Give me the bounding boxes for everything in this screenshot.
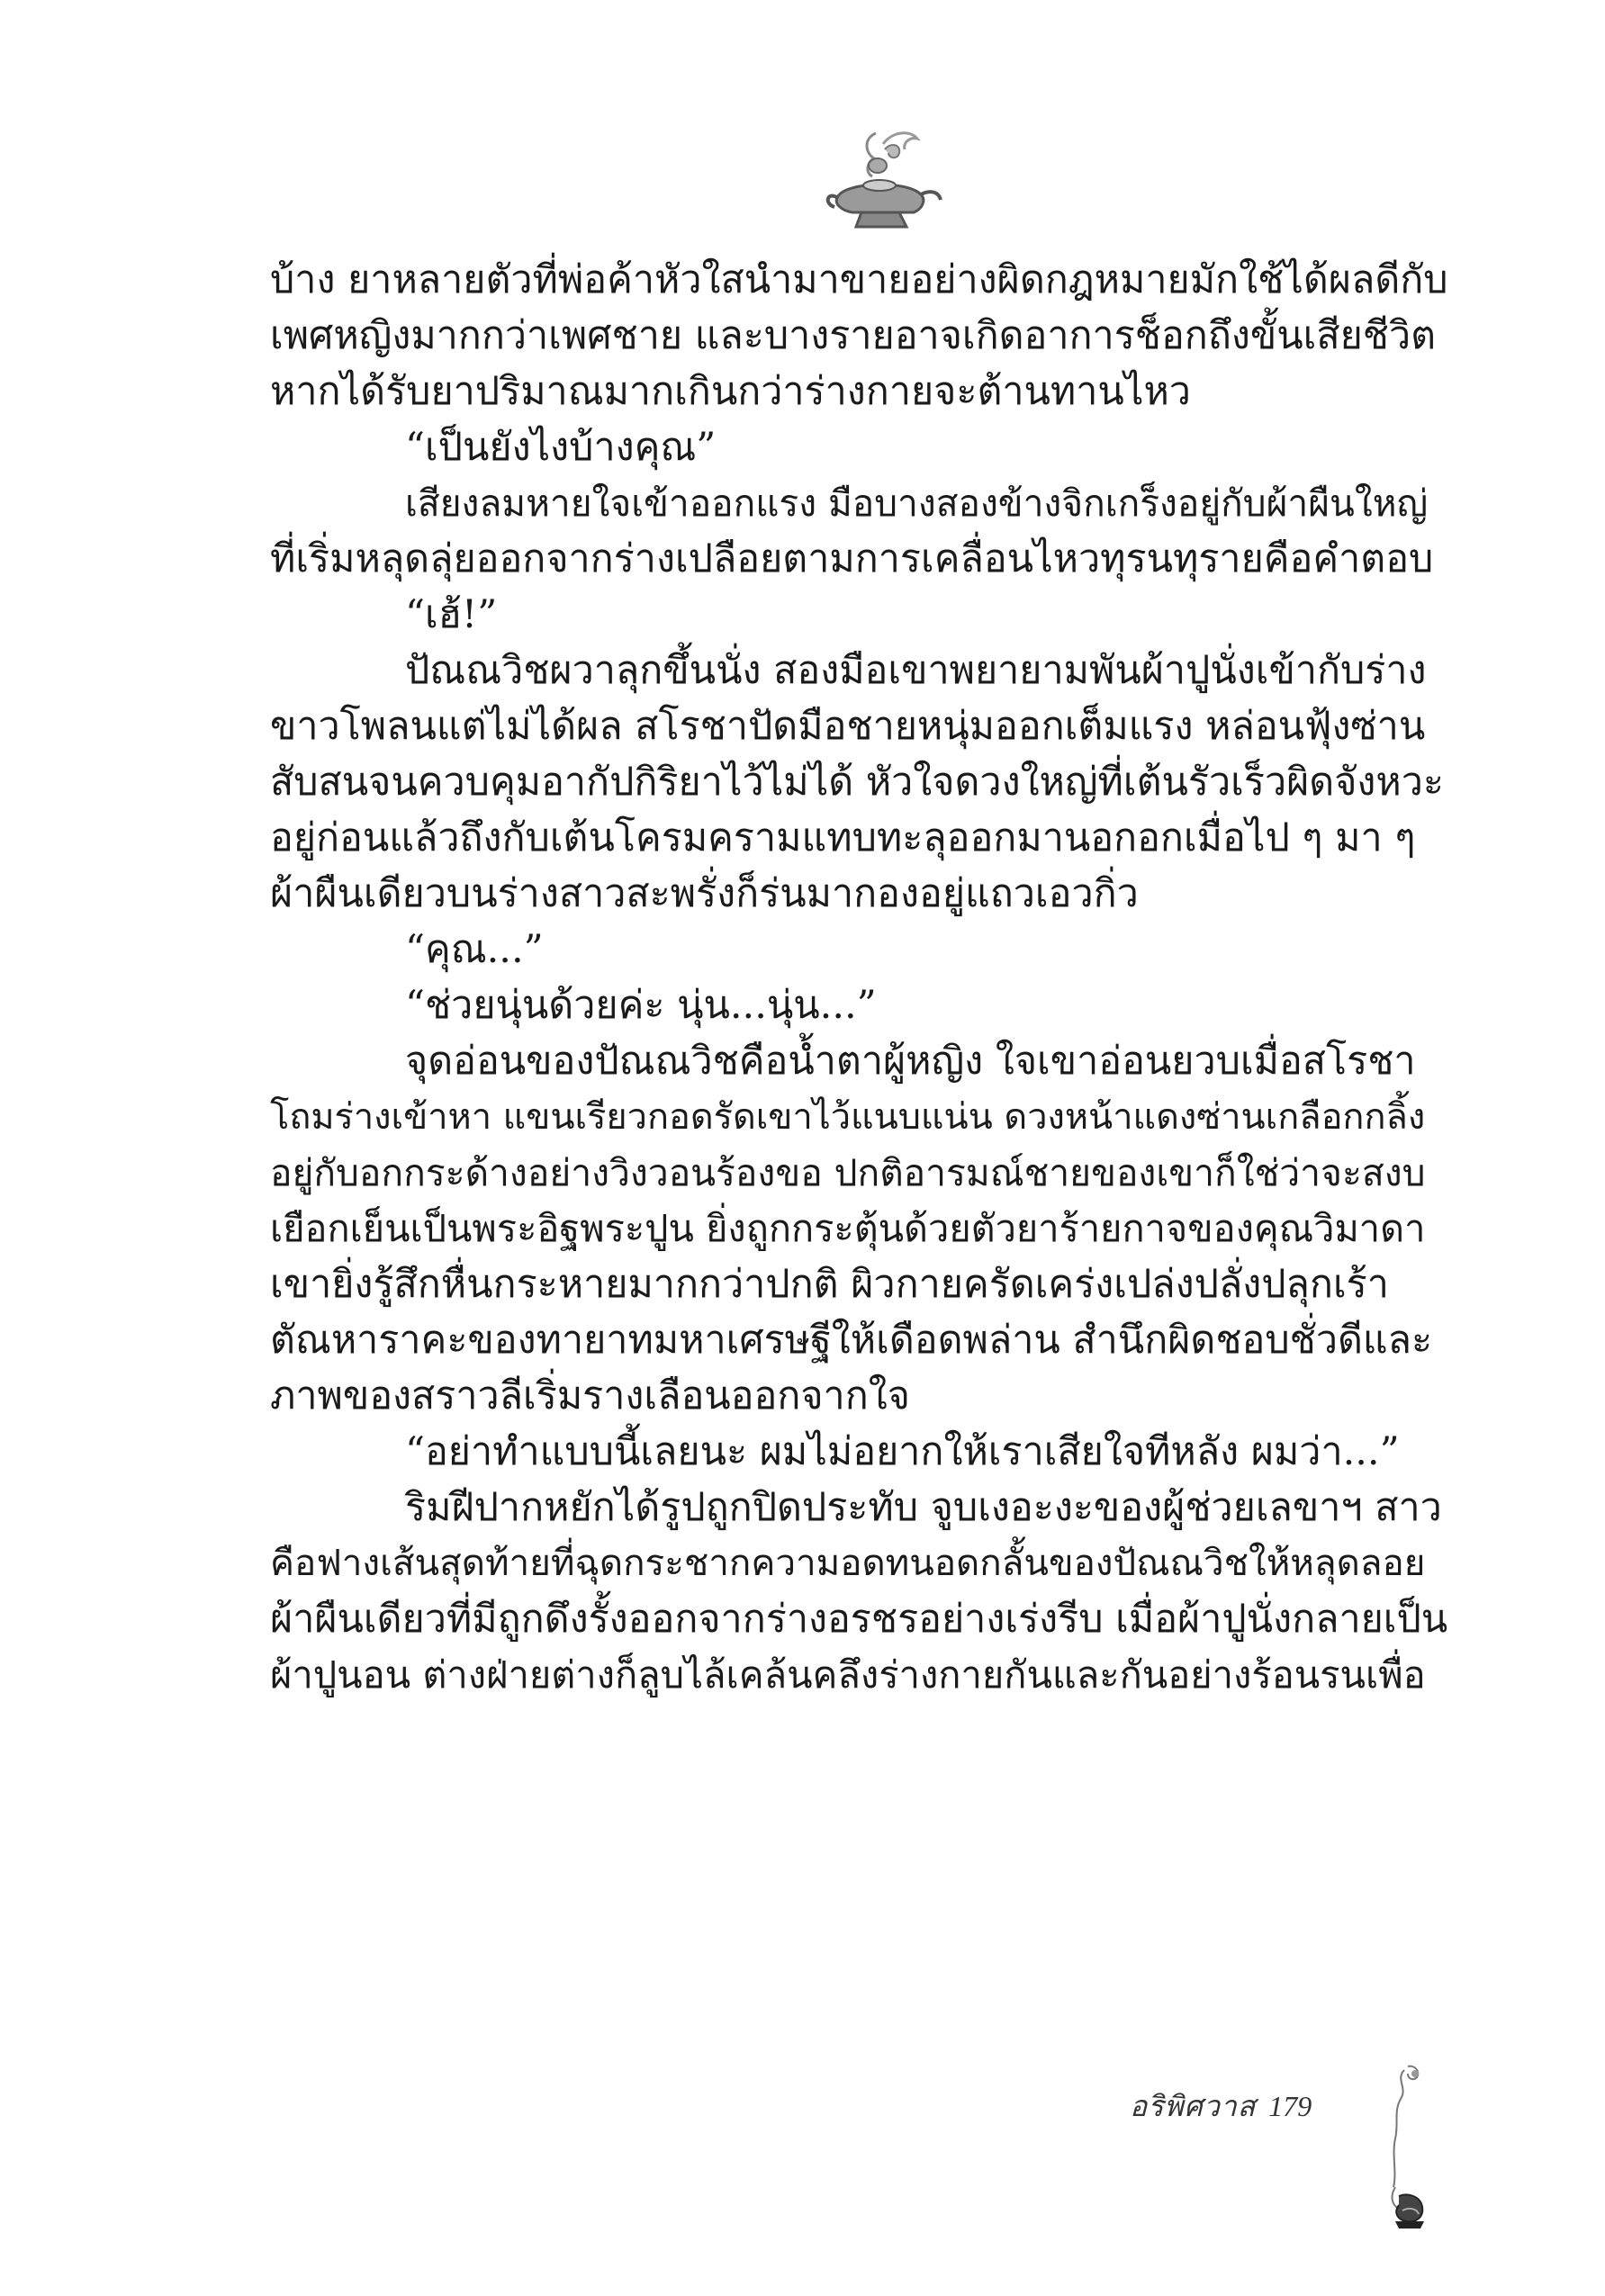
book-title: อริพิศวาส xyxy=(1130,2088,1257,2123)
text-line: หากได้รับยาปริมาณมากเกินกว่าร่างกายจะต้านทานไหว xyxy=(270,369,1191,414)
text-line: เยือกเย็นเป็นพระอิฐพระปูน ยิ่งถูกกระตุ้นด้วยตัวยาร้ายกาจของคุณวิมาดา xyxy=(270,1206,1426,1250)
page-footer xyxy=(1130,2070,1312,2142)
text-line: “อย่าทำแบบนี้เลยนะ ผมไม่อยากให้เราเสียใจทีหลัง ผมว่า...” xyxy=(405,1429,1400,1474)
text-line: “เป็นยังไงบ้างคุณ” xyxy=(405,425,717,470)
body-text xyxy=(270,252,1449,1703)
text-line: ริมฝีปากหยักได้รูปถูกปิดประทับ จูบเงอะงะของผู้ช่วยเลขาฯ สาว xyxy=(405,1485,1442,1530)
text-line: จุดอ่อนของปัณณวิชคือน้ำตาผู้หญิง ใจเขาอ่อนยวบเมื่อสโรชา xyxy=(405,1039,1416,1084)
text-line: ภาพของสราวลีเริ่มรางเลือนออกจากใจ xyxy=(270,1373,910,1418)
text-line: ผ้าปูนอน ต่างฝ่ายต่างก็ลูบไล้เคล้นคลึงร่างกายกันและกันอย่างร้อนรนเพื่อ xyxy=(270,1652,1426,1697)
text-line: สับสนจนควบคุมอากัปกิริยาไว้ไม่ได้ หัวใจดวงใหญ่ที่เต้นรัวเร็วผิดจังหวะ xyxy=(270,760,1444,805)
text-line: อยู่กับอกกระด้างอย่างวิงวอนร้องขอ ปกติอารมณ์ชายของเขาก็ใช่ว่าจะสงบ xyxy=(270,1151,1426,1194)
text-line: “คุณ...” xyxy=(405,927,544,972)
text-line: คือฟางเส้นสุดท้ายที่ฉุดกระชากความอดทนอดกลั้นของปัณณวิชให้หลุดลอย xyxy=(270,1542,1426,1584)
text-line: ผ้าผืนเดียวบนร่างสาวสะพรั่งก็ร่นมากองอยู่แถวเอวกิ่ว xyxy=(270,871,1139,916)
text-line: ผ้าผืนเดียวที่มีถูกดึงรั้งออกจากร่างอรชรอย่างเร่งรีบ เมื่อผ้าปูนั่งกลายเป็น xyxy=(270,1597,1448,1642)
text-line: ปัณณวิชผวาลุกขึ้นนั่ง สองมือเขาพยายามพันผ้าปูนั่งเข้ากับร่าง xyxy=(405,648,1427,693)
text-line: เสียงลมหายใจเข้าออกแรง มือบางสองข้างจิกเกร็งอยู่กับผ้าผืนใหญ่ xyxy=(405,482,1429,525)
genie-lamp-icon xyxy=(820,126,946,239)
text-line: บ้าง ยาหลายตัวที่พ่อค้าหัวใสนำมาขายอย่างผิดกฎหมายมักใช้ได้ผลดีกับ xyxy=(270,257,1448,302)
genie-figure-icon xyxy=(1368,2061,1449,2241)
text-line: เพศหญิงมากกว่าเพศชาย และบางรายอาจเกิดอาการช็อกถึงขั้นเสียชีวิต xyxy=(270,313,1437,358)
text-line: “ช่วยนุ่นด้วยค่ะ นุ่น...นุ่น...” xyxy=(405,983,877,1028)
text-line: เขายิ่งรู้สึกหื่นกระหายมากกว่าปกติ ผิวกายครัดเคร่งเปล่งปลั่งปลุกเร้า xyxy=(270,1262,1389,1307)
text-line: ที่เริ่มหลุดลุ่ยออกจากร่างเปลือยตามการเคลื่อนไหวทุรนทุรายคือคำตอบ xyxy=(270,536,1434,581)
text-line: ตัณหาราคะของทายาทมหาเศรษฐีให้เดือดพล่าน สำนึกผิดชอบชั่วดีและ xyxy=(270,1318,1433,1363)
text-line: ขาวโพลนแต่ไม่ได้ผล สโรชาปัดมือชายหนุ่มออกเต็มแรง หล่อนฟุ้งซ่าน xyxy=(270,704,1426,749)
text-line: อยู่ก่อนแล้วถึงกับเต้นโครมครามแทบทะลุออกมานอกอกเมื่อไป ๆ มา ๆ xyxy=(270,815,1416,860)
text-line: “เฮ้!” xyxy=(405,592,498,637)
page-number: 179 xyxy=(1268,2089,1312,2122)
text-line: โถมร่างเข้าหา แขนเรียวกอดรัดเขาไว้แนบแน่น ดวงหน้าแดงซ่านเกลือกกลิ้ง xyxy=(270,1096,1426,1138)
